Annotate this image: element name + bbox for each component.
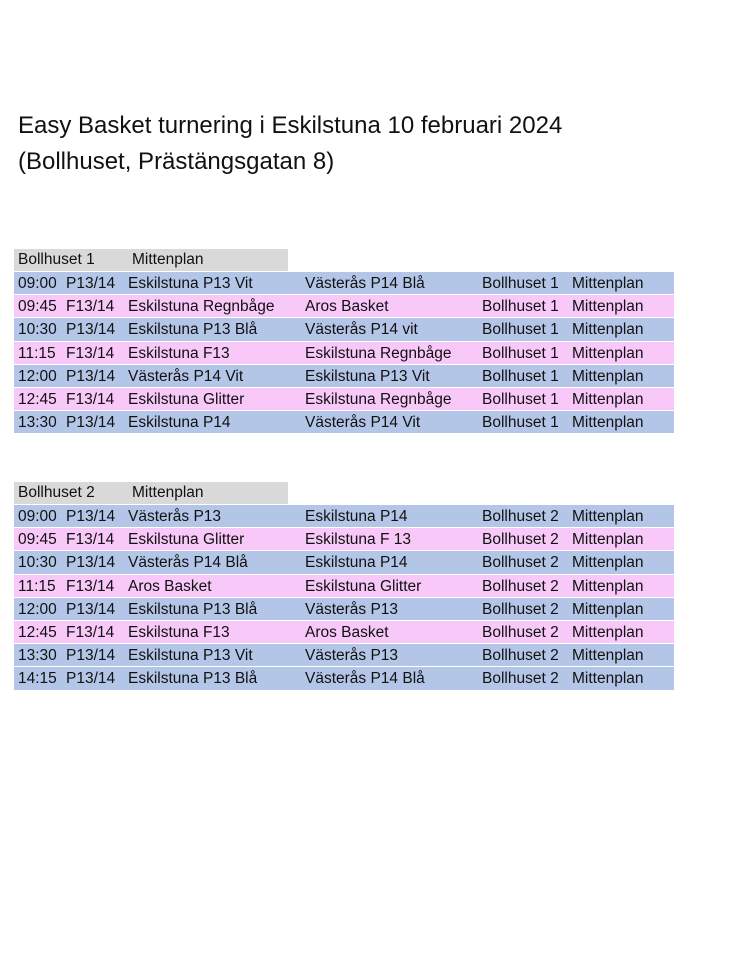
match-class: P13/14	[66, 275, 116, 292]
match-time: 09:00	[18, 508, 57, 525]
match-class: P13/14	[66, 554, 116, 572]
match-home-team: Eskilstuna Regnbåge	[128, 298, 275, 316]
match-home-team: Eskilstuna P13 Blå	[128, 670, 258, 688]
match-time: 12:45	[18, 623, 57, 641]
table-row	[14, 341, 674, 364]
match-time: 11:15	[18, 577, 56, 595]
match-time: 14:15	[18, 670, 57, 688]
match-away-team: Västerås P14 vit	[305, 321, 418, 339]
match-away-team: Eskilstuna Regnbåge	[305, 390, 452, 408]
match-class: F13/14	[66, 531, 115, 549]
match-home-team: Västerås P13	[128, 508, 222, 525]
match-class: P13/14	[66, 670, 116, 688]
match-court: Mittenplan	[572, 390, 644, 408]
match-time: 10:30	[18, 321, 57, 339]
match-venue: Bollhuset 2	[482, 600, 559, 618]
match-court: Mittenplan	[572, 577, 644, 595]
header-venue: Bollhuset 1	[14, 249, 128, 271]
match-venue: Bollhuset 2	[482, 508, 559, 525]
match-home-team: Västerås P14 Vit	[128, 367, 244, 385]
match-time: 09:00	[18, 275, 57, 292]
match-class: F13/14	[66, 623, 115, 641]
match-venue: Bollhuset 1	[482, 390, 559, 408]
table-row	[14, 364, 674, 387]
match-venue: Bollhuset 2	[482, 577, 559, 595]
match-away-team: Västerås P13	[305, 647, 399, 665]
match-home-team: Västerås P14 Blå	[128, 554, 248, 572]
match-court: Mittenplan	[572, 321, 644, 339]
match-class: F13/14	[66, 577, 115, 595]
match-venue: Bollhuset 2	[482, 531, 559, 549]
match-court: Mittenplan	[572, 344, 644, 362]
match-venue: Bollhuset 1	[482, 414, 559, 432]
match-time: 09:45	[18, 298, 57, 316]
match-away-team: Eskilstuna Glitter	[305, 577, 422, 595]
match-away-team: Eskilstuna P14	[305, 554, 408, 572]
header-court: Mittenplan	[128, 249, 288, 271]
match-class: P13/14	[66, 600, 116, 618]
match-court: Mittenplan	[572, 414, 644, 432]
match-class: P13/14	[66, 414, 116, 432]
table-row	[14, 620, 674, 643]
table-row	[14, 666, 674, 689]
match-away-team: Aros Basket	[305, 298, 389, 316]
match-away-team: Västerås P14 Blå	[305, 275, 425, 292]
match-time: 13:30	[18, 647, 57, 665]
match-class: F13/14	[66, 390, 115, 408]
match-rows	[14, 504, 674, 690]
match-time: 10:30	[18, 554, 57, 572]
match-home-team: Aros Basket	[128, 577, 212, 595]
match-venue: Bollhuset 2	[482, 554, 559, 572]
match-court: Mittenplan	[572, 298, 644, 316]
table-row	[14, 643, 674, 666]
header-venue: Bollhuset 2	[14, 482, 128, 504]
table-row	[14, 410, 674, 433]
match-home-team: Eskilstuna P13 Blå	[128, 600, 258, 618]
match-court: Mittenplan	[572, 531, 644, 549]
document-title	[18, 108, 562, 180]
table-row	[14, 504, 674, 527]
table-row	[14, 527, 674, 550]
schedule-header	[14, 249, 674, 271]
match-court: Mittenplan	[572, 647, 644, 665]
header-court: Mittenplan	[128, 482, 288, 504]
match-venue: Bollhuset 1	[482, 321, 559, 339]
match-court: Mittenplan	[572, 554, 644, 572]
match-venue: Bollhuset 2	[482, 670, 559, 688]
match-class: F13/14	[66, 344, 115, 362]
match-time: 13:30	[18, 414, 57, 432]
table-row	[14, 597, 674, 620]
match-away-team: Västerås P14 Vit	[305, 414, 421, 432]
table-row	[14, 317, 674, 340]
match-home-team: Eskilstuna P13 Vit	[128, 647, 253, 665]
match-home-team: Eskilstuna P14	[128, 414, 231, 432]
table-row	[14, 294, 674, 317]
match-class: P13/14	[66, 367, 116, 385]
match-rows	[14, 271, 674, 433]
match-class: P13/14	[66, 647, 116, 665]
table-row	[14, 550, 674, 573]
schedule-table-bollhuset-1	[14, 249, 674, 433]
title-line-2: (Bollhuset, Prästängsgatan 8)	[18, 148, 335, 175]
match-venue: Bollhuset 2	[482, 647, 559, 665]
match-away-team: Eskilstuna P14	[305, 508, 408, 525]
match-class: F13/14	[66, 298, 115, 316]
match-court: Mittenplan	[572, 275, 644, 292]
schedule-table-bollhuset-2	[14, 482, 674, 690]
match-away-team: Västerås P14 Blå	[305, 670, 425, 688]
match-away-team: Västerås P13	[305, 600, 399, 618]
match-court: Mittenplan	[572, 367, 644, 385]
match-away-team: Eskilstuna P13 Vit	[305, 367, 430, 385]
match-class: P13/14	[66, 508, 116, 525]
match-venue: Bollhuset 1	[482, 275, 559, 292]
match-home-team: Eskilstuna F13	[128, 344, 230, 362]
match-court: Mittenplan	[572, 600, 644, 618]
match-venue: Bollhuset 1	[482, 298, 559, 316]
match-venue: Bollhuset 2	[482, 623, 559, 641]
table-row	[14, 271, 674, 294]
match-away-team: Aros Basket	[305, 623, 389, 641]
match-home-team: Eskilstuna Glitter	[128, 390, 245, 408]
table-row	[14, 387, 674, 410]
match-away-team: Eskilstuna Regnbåge	[305, 344, 452, 362]
match-time: 12:00	[18, 367, 57, 385]
match-home-team: Eskilstuna Glitter	[128, 531, 245, 549]
match-court: Mittenplan	[572, 623, 644, 641]
match-away-team: Eskilstuna F 13	[305, 531, 411, 549]
match-time: 11:15	[18, 344, 56, 362]
match-time: 12:00	[18, 600, 57, 618]
match-time: 12:45	[18, 390, 57, 408]
match-home-team: Eskilstuna P13 Blå	[128, 321, 258, 339]
match-time: 09:45	[18, 531, 57, 549]
match-home-team: Eskilstuna F13	[128, 623, 230, 641]
table-row	[14, 574, 674, 597]
match-venue: Bollhuset 1	[482, 367, 559, 385]
match-home-team: Eskilstuna P13 Vit	[128, 275, 253, 292]
match-class: P13/14	[66, 321, 116, 339]
title-line-1: Easy Basket turnering i Eskilstuna 10 februari 2024	[18, 112, 563, 139]
match-court: Mittenplan	[572, 508, 644, 525]
schedule-header	[14, 482, 674, 504]
match-court: Mittenplan	[572, 670, 644, 688]
match-venue: Bollhuset 1	[482, 344, 559, 362]
